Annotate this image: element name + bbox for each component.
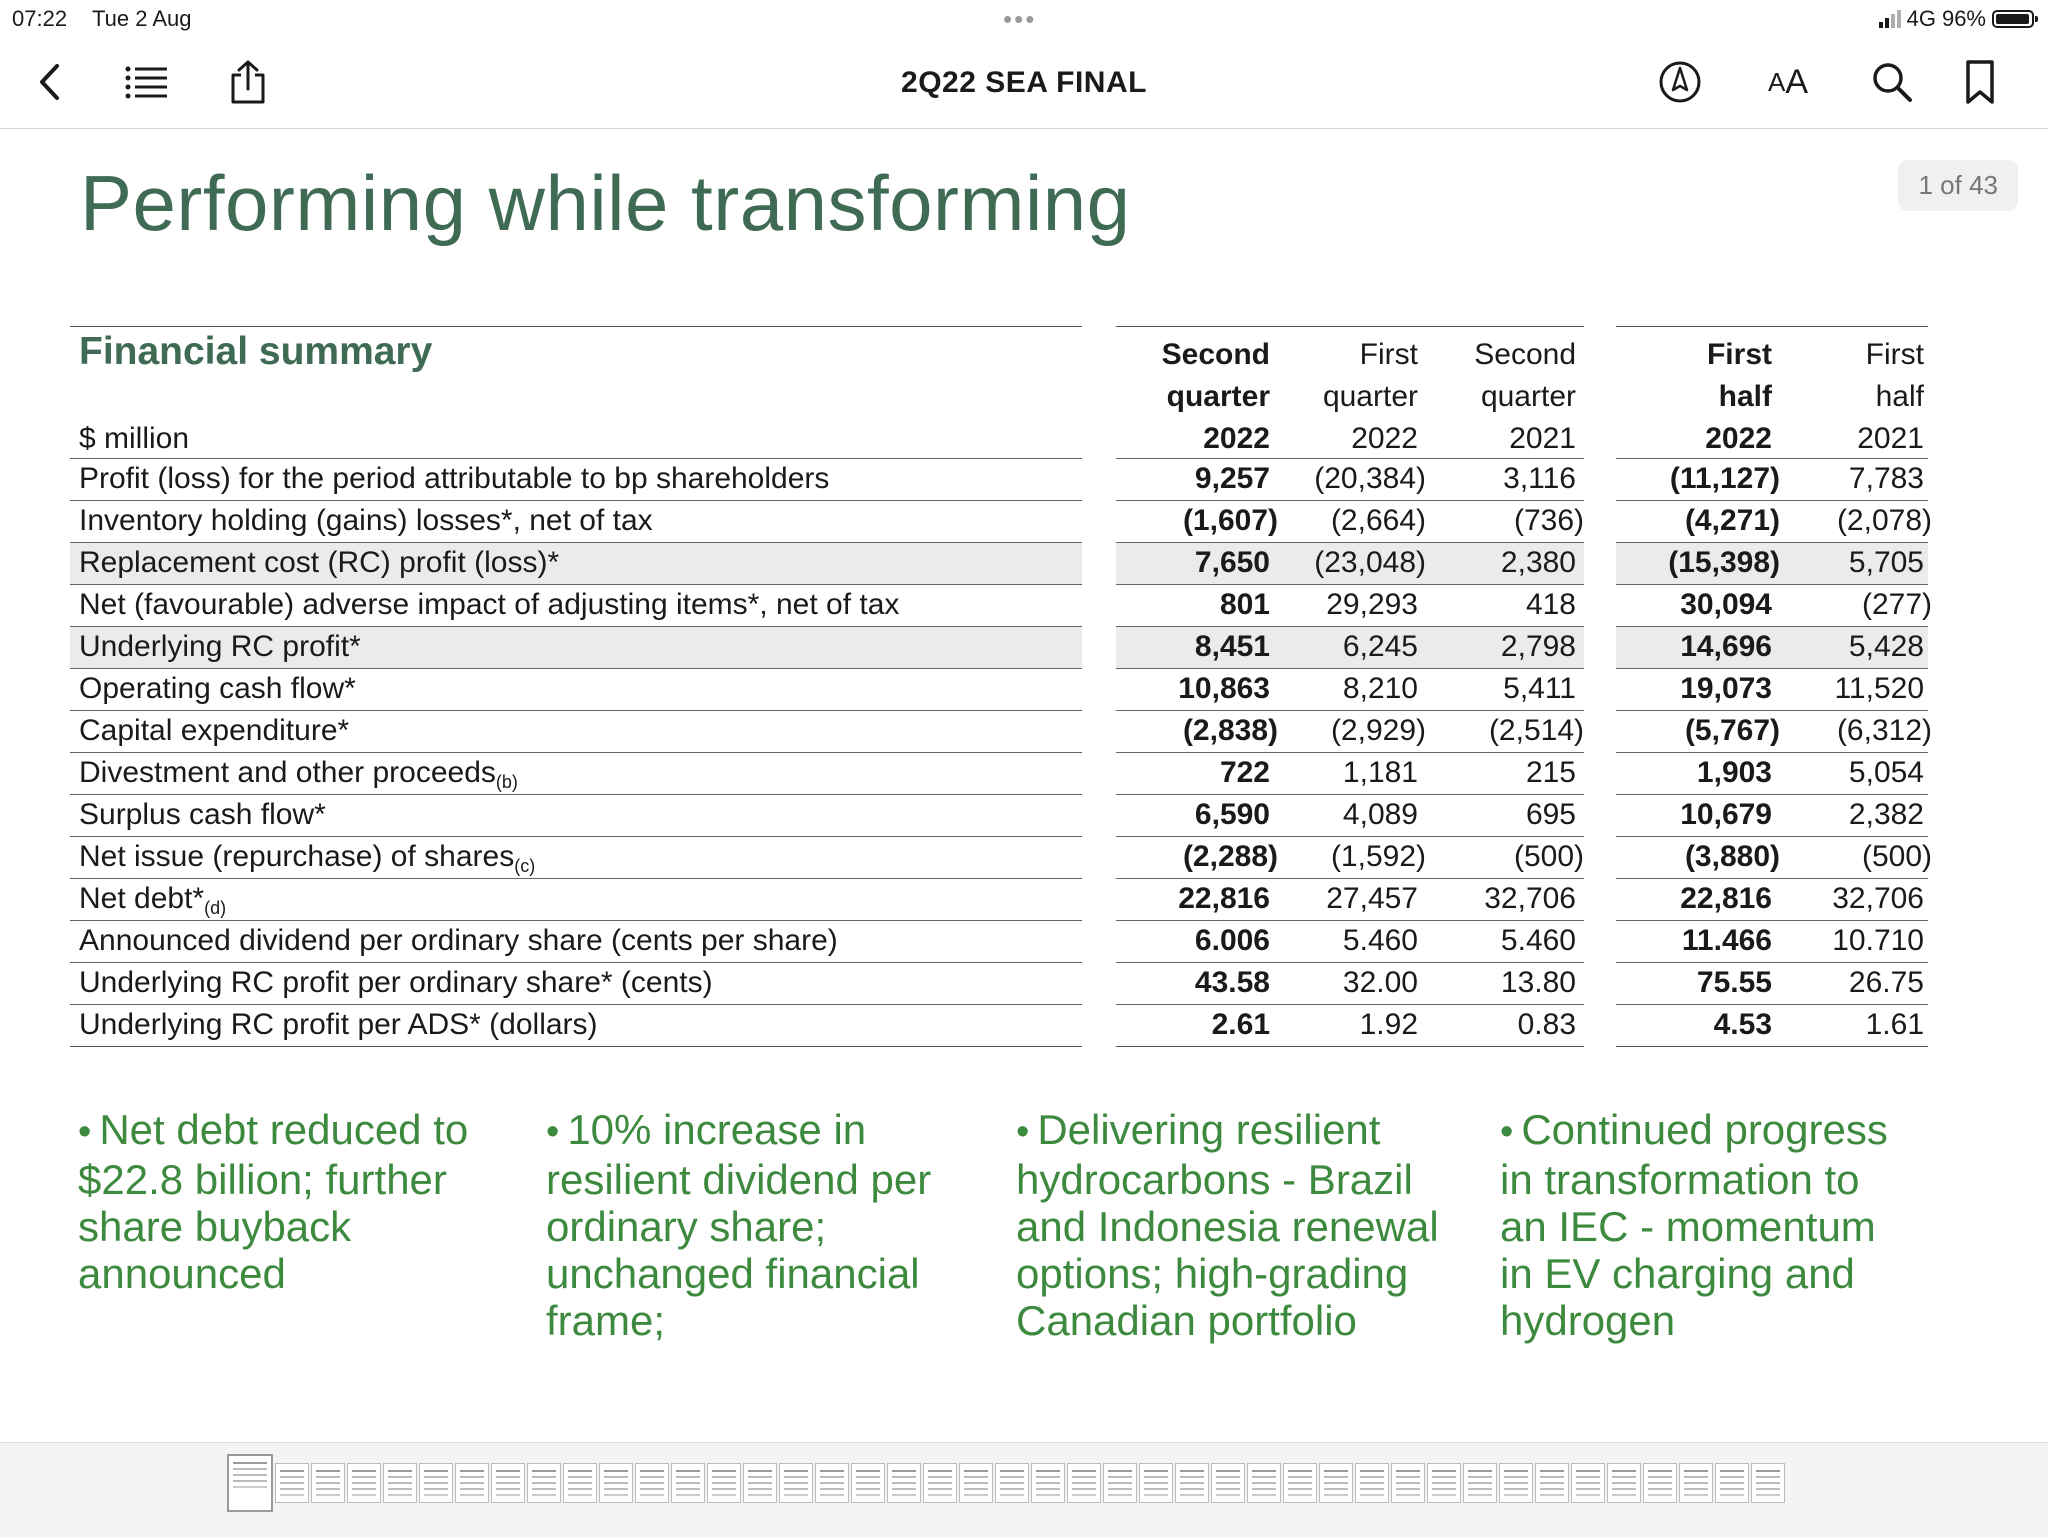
page-thumbnail[interactable] (959, 1463, 993, 1503)
page-thumbnail[interactable] (383, 1463, 417, 1503)
page-thumbnail[interactable] (1535, 1463, 1569, 1503)
table-row (70, 878, 1928, 920)
search-icon[interactable] (1868, 58, 1916, 106)
page-counter: 1 of 43 (1898, 160, 2018, 211)
cell-value: 418 (1525, 588, 1576, 621)
row-label: Net (favourable) adverse impact of adjusting items*, net of tax (79, 588, 900, 621)
table-row (70, 920, 1928, 962)
page-thumbnail-strip[interactable] (0, 1442, 2048, 1537)
cell-value: (500) (1861, 840, 1932, 873)
row-label: Underlying RC profit per ADS* (dollars) (79, 1008, 598, 1041)
cell-value: 1.61 (1865, 1008, 1924, 1041)
page-thumbnail[interactable] (887, 1463, 921, 1503)
cell-value: (4,271) (1684, 504, 1780, 537)
row-label: Surplus cash flow* (79, 798, 326, 831)
cell-value: 10.710 (1832, 924, 1924, 957)
page-thumbnail[interactable] (1715, 1463, 1749, 1503)
cell-value: (20,384) (1314, 462, 1426, 495)
highlight-bullet: • Net debt reduced to $22.8 billion; further share buyback announced (78, 1106, 469, 1297)
cell-value: 5,705 (1848, 546, 1924, 579)
cell-value: 9,257 (1194, 462, 1270, 495)
cell-value: (277) (1861, 588, 1932, 621)
bullet-dot-icon: • (1016, 1111, 1030, 1153)
cell-value: 10,679 (1680, 798, 1772, 831)
cell-value: 6,590 (1194, 798, 1270, 831)
cell-value: 6,245 (1342, 630, 1418, 663)
page-thumbnail[interactable] (671, 1463, 705, 1503)
cell-value: 5.460 (1342, 924, 1418, 957)
table-row (70, 710, 1932, 752)
cell-value: 8,451 (1194, 630, 1270, 663)
page-thumbnail[interactable] (815, 1463, 849, 1503)
page-thumbnail[interactable] (1103, 1463, 1137, 1503)
page-thumbnail[interactable] (419, 1463, 453, 1503)
table-row (70, 500, 1932, 542)
page-thumbnail[interactable] (1751, 1463, 1785, 1503)
cell-value: 722 (1219, 756, 1270, 789)
cell-value: 14,696 (1680, 630, 1772, 663)
cell-value: 2.61 (1211, 1008, 1270, 1041)
status-date: Tue 2 Aug (92, 6, 192, 31)
page-thumbnail[interactable] (455, 1463, 489, 1503)
cell-value: 43.58 (1194, 966, 1270, 999)
cell-value: (2,514) (1488, 714, 1584, 747)
cell-value: (23,048) (1314, 546, 1426, 579)
column-header: First quarter 2022 (1322, 338, 1418, 455)
cell-value: 1,181 (1342, 756, 1418, 789)
page-thumbnail[interactable] (851, 1463, 885, 1503)
highlight-bullet: • 10% increase in resilient dividend per ordinary share; unchanged financial frame; (546, 1106, 932, 1344)
footnote-ref: (c) (514, 856, 536, 876)
column-header: First half 2022 (1705, 338, 1772, 455)
cell-value: 29,293 (1326, 588, 1418, 621)
cell-value: (11,127) (1669, 462, 1780, 495)
page-thumbnail[interactable] (527, 1463, 561, 1503)
cell-value: 11.466 (1681, 924, 1772, 957)
row-label: Divestment and other proceeds$_{(b)}$ (79, 756, 518, 792)
page-thumbnail[interactable] (1211, 1463, 1245, 1503)
bullet-dot-icon: • (546, 1111, 560, 1153)
cell-value: 13.80 (1500, 966, 1576, 999)
row-label: Profit (loss) for the period attributable to bp shareholders (79, 462, 830, 495)
multitasking-dots-icon[interactable]: ••• (1003, 4, 1037, 34)
bullet-dot-icon: • (1500, 1111, 1514, 1153)
cell-value: 0.83 (1517, 1008, 1576, 1041)
cell-value: 22,816 (1680, 882, 1772, 915)
markup-pen-icon[interactable] (1656, 58, 1704, 106)
cell-value: 5.460 (1500, 924, 1576, 957)
cell-value: 3,116 (1503, 462, 1576, 495)
cell-value: 11,520 (1834, 672, 1924, 705)
page-thumbnail[interactable] (923, 1463, 957, 1503)
cell-value: 32,706 (1484, 882, 1576, 915)
page-thumbnail[interactable] (275, 1463, 309, 1503)
cell-value: 32.00 (1342, 966, 1418, 999)
page-thumbnail[interactable] (1283, 1463, 1317, 1503)
cell-value: 6.006 (1194, 924, 1270, 957)
status-right (1879, 6, 2034, 32)
cell-value: 4.53 (1713, 1008, 1772, 1041)
page-thumbnail[interactable] (707, 1463, 741, 1503)
cell-value: 1.92 (1359, 1008, 1418, 1041)
row-label: Underlying RC profit* (79, 630, 361, 663)
cell-value: 4,089 (1342, 798, 1418, 831)
table-row (70, 794, 1928, 836)
page-thumbnail[interactable] (311, 1463, 345, 1503)
row-label: Net $debt*_{(d)}$ (79, 882, 227, 918)
cell-value: 5,428 (1848, 630, 1924, 663)
cell-value: 8,210 (1342, 672, 1418, 705)
table-row (70, 542, 1928, 584)
reader-toolbar (0, 40, 2048, 129)
page-thumbnail[interactable] (1175, 1463, 1209, 1503)
battery-icon (1992, 10, 2034, 28)
highlight-bullet: • Continued progress in transformation to an IEC - momentum in EV charging and hydrogen (1500, 1106, 1888, 1344)
table-row (70, 752, 1928, 794)
cell-value: 2,380 (1500, 546, 1576, 579)
cell-value: 10,863 (1178, 672, 1270, 705)
cell-value: 26.75 (1848, 966, 1924, 999)
page-thumbnail[interactable] (1571, 1463, 1605, 1503)
status-bar (0, 0, 2048, 36)
financial-summary-table (70, 326, 1932, 1047)
page-thumbnail[interactable] (1031, 1463, 1065, 1503)
table-row (70, 458, 1928, 500)
cell-value: (500) (1513, 840, 1584, 873)
table-row (70, 668, 1928, 710)
row-label: Replacement cost (RC) profit (loss)* (79, 546, 560, 579)
cell-value: (2,078) (1836, 504, 1932, 537)
page-thumbnail[interactable] (1607, 1463, 1641, 1503)
row-label: Net issue (repurchase) of shares$_{(c)}$ (79, 840, 536, 876)
page-thumbnail[interactable] (1643, 1463, 1677, 1503)
row-label: Underlying RC profit per ordinary share* (cents) (79, 966, 713, 999)
cell-value: 215 (1525, 756, 1576, 789)
table-row (70, 1004, 1928, 1046)
page-thumbnail[interactable] (347, 1463, 381, 1503)
page-thumbnail[interactable] (1355, 1463, 1389, 1503)
cellular-signal-icon (1879, 10, 1901, 28)
page-thumbnail[interactable] (1463, 1463, 1497, 1503)
cell-value: 75.55 (1696, 966, 1772, 999)
cell-value: 2,382 (1848, 798, 1924, 831)
cell-value: 7,650 (1194, 546, 1270, 579)
table-row (70, 584, 1932, 626)
table-row (70, 626, 1928, 668)
table-row (70, 962, 1928, 1004)
highlight-bullet: • Delivering resilient hydrocarbons - Brazil and Indonesia renewal options; high-grading Canadian portfolio (1016, 1106, 1439, 1344)
cell-value: 695 (1525, 798, 1576, 831)
page-thumbnail[interactable] (491, 1463, 525, 1503)
page-thumbnail[interactable] (995, 1463, 1029, 1503)
page-thumbnail[interactable] (1319, 1463, 1353, 1503)
page-thumbnail[interactable] (227, 1454, 273, 1512)
footnote-ref: (d) (204, 898, 227, 918)
cell-value: 32,706 (1832, 882, 1924, 915)
page-thumbnail[interactable] (1391, 1463, 1425, 1503)
bookmark-icon[interactable] (1956, 58, 2004, 106)
page-thumbnail[interactable] (1427, 1463, 1461, 1503)
cell-value: (6,312) (1836, 714, 1932, 747)
row-label: Operating cash flow* (79, 672, 356, 705)
cell-value: (736) (1513, 504, 1584, 537)
text-size-icon[interactable]: A A (1767, 62, 1809, 101)
cell-value: 30,094 (1680, 588, 1772, 621)
cell-value: (2,929) (1330, 714, 1426, 747)
table-header (70, 326, 1928, 458)
page-thumbnail[interactable] (779, 1463, 813, 1503)
column-header: First half 2021 (1857, 338, 1924, 455)
cell-value: 27,457 (1326, 882, 1418, 915)
cell-value: 2,798 (1500, 630, 1576, 663)
document-title: 2Q22 SEA FINAL (901, 66, 1147, 99)
footnote-ref: (b) (495, 772, 518, 792)
cell-value: (2,288) (1182, 840, 1278, 873)
table-title: Financial summary (79, 330, 433, 373)
network-type: 4G (1906, 6, 1936, 31)
table-unit-label: $ million (79, 422, 190, 455)
bullet-dot-icon: • (78, 1111, 92, 1153)
cell-value: 22,816 (1178, 882, 1270, 915)
cell-value: (5,767) (1684, 714, 1780, 747)
row-label: Inventory holding (gains) losses*, net of tax (79, 504, 653, 537)
battery-percent: 96% (1941, 6, 1986, 31)
page-thumbnail[interactable] (1067, 1463, 1101, 1503)
cell-value: (3,880) (1684, 840, 1780, 873)
slide-title: Performing while transforming (80, 159, 1131, 247)
page-thumbnail[interactable] (743, 1463, 777, 1503)
page-thumbnail[interactable] (1247, 1463, 1281, 1503)
row-label: Announced dividend per ordinary share (cents per share) (79, 924, 838, 957)
page-thumbnail[interactable] (1139, 1463, 1173, 1503)
cell-value: 1,903 (1696, 756, 1772, 789)
status-time: 07:22 (12, 6, 68, 31)
cell-value: 5,054 (1848, 756, 1924, 789)
page-thumbnail[interactable] (1679, 1463, 1713, 1503)
cell-value: 5,411 (1503, 672, 1576, 705)
cell-value: (2,838) (1182, 714, 1278, 747)
page-thumbnail[interactable] (1499, 1463, 1533, 1503)
cell-value: 19,073 (1680, 672, 1772, 705)
page-thumbnail[interactable] (563, 1463, 597, 1503)
page-thumbnail[interactable] (635, 1463, 669, 1503)
cell-value: (2,664) (1330, 504, 1426, 537)
column-header: Second quarter 2022 (1161, 338, 1270, 455)
cell-value: 7,783 (1848, 462, 1924, 495)
column-header: Second quarter 2021 (1474, 338, 1576, 455)
page-thumbnail[interactable] (599, 1463, 633, 1503)
row-label: Capital expenditure* (79, 714, 350, 747)
cell-value: 801 (1219, 588, 1270, 621)
table-row (70, 836, 1932, 878)
cell-value: (15,398) (1668, 546, 1780, 579)
cell-value: (1,592) (1330, 840, 1426, 873)
cell-value: (1,607) (1182, 504, 1278, 537)
